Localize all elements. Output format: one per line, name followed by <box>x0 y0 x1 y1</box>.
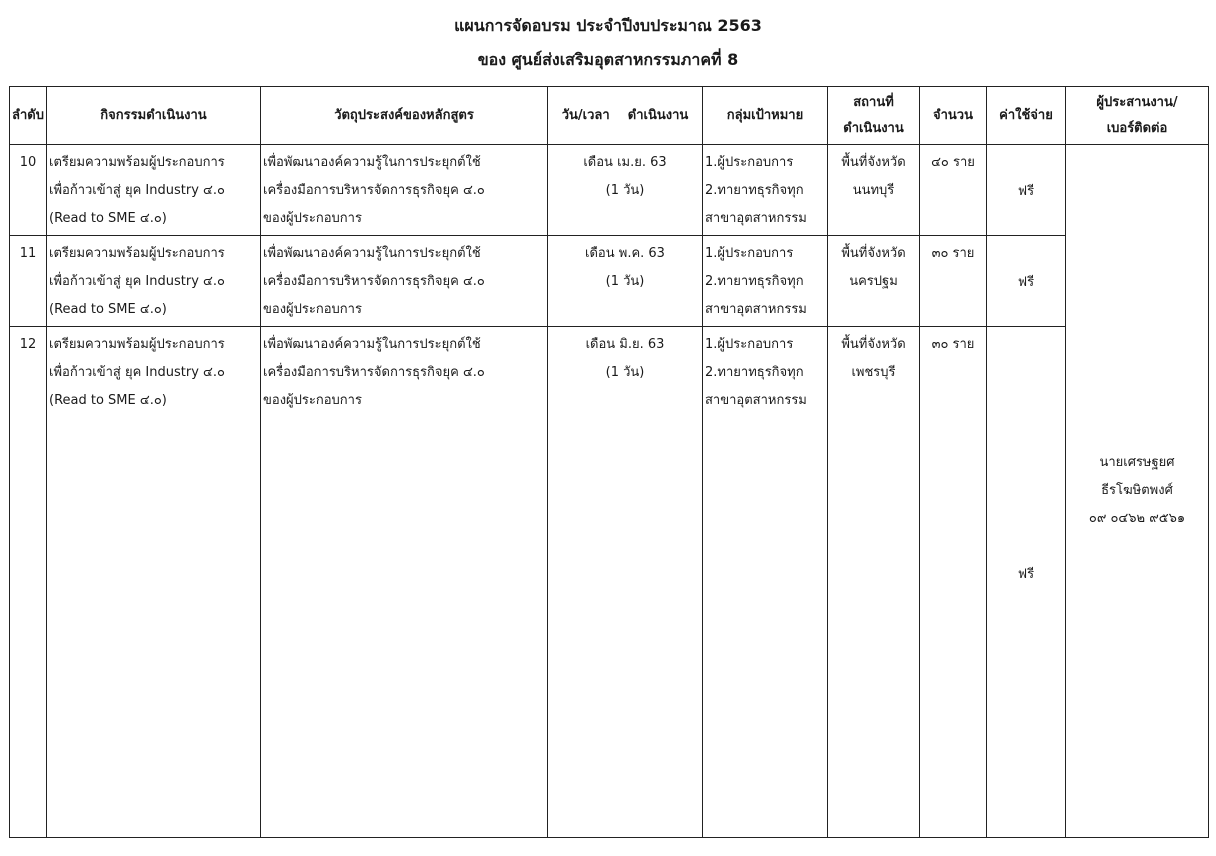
coordinator-cell <box>1066 145 1209 838</box>
row-cost: ฟรี <box>987 236 1066 327</box>
header-target: กลุ่มเป้าหมาย <box>703 87 828 145</box>
table-row <box>10 327 1209 838</box>
header-amount: จำนวน <box>920 87 987 145</box>
row-date: เดือน มิ.ย. 63 (1 วัน) <box>548 327 703 838</box>
row-place: พื้นที่จังหวัด เพชรบุรี <box>828 327 920 838</box>
row-activity: เตรียมความพร้อมผู้ประกอบการ เพื่อก้าวเข้าสู่ ยุค Industry ๔.๐ (Read to SME ๔.๐) <box>47 327 261 838</box>
coordinator-name: นายเศรษฐยศ <box>1099 455 1175 470</box>
row-date: เดือน เม.ย. 63 (1 วัน) <box>548 145 703 236</box>
row-place: พื้นที่จังหวัด นนทบุรี <box>828 145 920 236</box>
header-activity: กิจกรรมดำเนินงาน <box>47 87 261 145</box>
row-target: 1.ผู้ประกอบการ 2.ทายาทธุรกิจทุก สาขาอุตสาหกรรม <box>703 145 828 236</box>
row-target: 1.ผู้ประกอบการ 2.ทายาทธุรกิจทุก สาขาอุตสาหกรรม <box>703 327 828 838</box>
row-objective: เพื่อพัฒนาองค์ความรู้ในการประยุกต์ใช้ เครื่องมือการบริหารจัดการธุรกิจยุค ๔.๐ ของผู้ประกอบการ <box>261 327 548 838</box>
header-no: ลำดับ <box>10 87 47 145</box>
row-no: 10 <box>10 145 47 236</box>
document-subtitle: ของ ศูนย์ส่งเสริมอุตสาหกรรมภาคที่ 8 <box>477 50 739 69</box>
table-row <box>10 145 1209 236</box>
row-place: พื้นที่จังหวัด นครปฐม <box>828 236 920 327</box>
row-target: 1.ผู้ประกอบการ 2.ทายาทธุรกิจทุก สาขาอุตสาหกรรม <box>703 236 828 327</box>
row-amount: ๔๐ ราย <box>920 145 987 236</box>
header-date: วัน/เวลา ดำเนินงาน <box>548 87 703 145</box>
header-cost: ค่าใช้จ่าย <box>987 87 1066 145</box>
row-date: เดือน พ.ค. 63 (1 วัน) <box>548 236 703 327</box>
header-place: สถานที่ ดำเนินงาน <box>828 87 920 145</box>
coordinator-phone: ๐๙ ๐๔๖๒ ๙๕๖๑ <box>1088 511 1186 526</box>
coordinator-surname: ธีรโฆษิตพงศ์ <box>1101 483 1173 498</box>
header-objective: วัตถุประสงค์ของหลักสูตร <box>261 87 548 145</box>
row-no: 12 <box>10 327 47 838</box>
row-cost: ฟรี <box>987 145 1066 236</box>
row-no: 11 <box>10 236 47 327</box>
document-title: แผนการจัดอบรม ประจำปีงบประมาณ 2563 <box>454 16 762 35</box>
table-row <box>10 236 1209 327</box>
row-objective: เพื่อพัฒนาองค์ความรู้ในการประยุกต์ใช้ เครื่องมือการบริหารจัดการธุรกิจยุค ๔.๐ ของผู้ประกอบการ <box>261 145 548 236</box>
row-amount: ๓๐ ราย <box>920 327 987 838</box>
training-plan-table <box>9 86 1209 838</box>
row-activity: เตรียมความพร้อมผู้ประกอบการ เพื่อก้าวเข้าสู่ ยุค Industry ๔.๐ (Read to SME ๔.๐) <box>47 145 261 236</box>
table-header-row <box>10 87 1209 145</box>
row-amount: ๓๐ ราย <box>920 236 987 327</box>
header-coordinator: ผู้ประสานงาน/ เบอร์ติดต่อ <box>1066 87 1209 145</box>
row-cost: ฟรี <box>987 327 1066 838</box>
row-activity: เตรียมความพร้อมผู้ประกอบการ เพื่อก้าวเข้าสู่ ยุค Industry ๔.๐ (Read to SME ๔.๐) <box>47 236 261 327</box>
row-objective: เพื่อพัฒนาองค์ความรู้ในการประยุกต์ใช้ เครื่องมือการบริหารจัดการธุรกิจยุค ๔.๐ ของผู้ประกอบการ <box>261 236 548 327</box>
